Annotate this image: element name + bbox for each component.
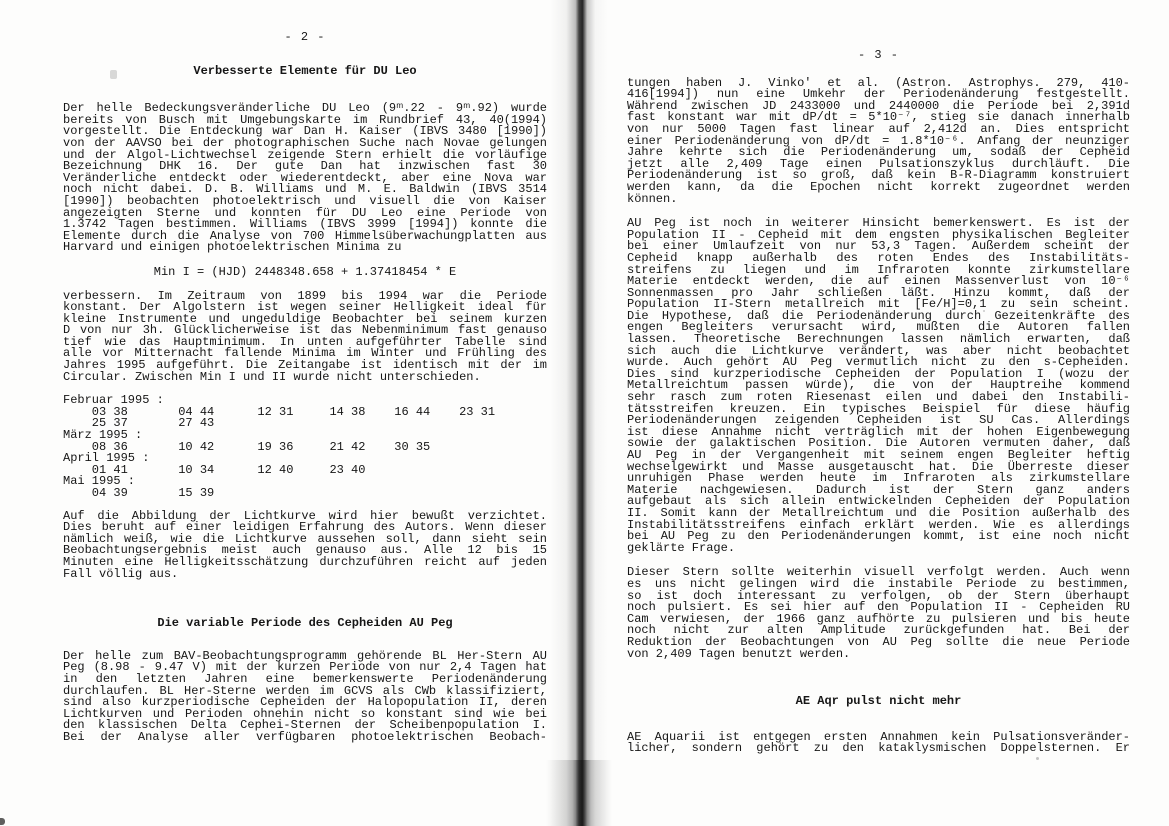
- text-line: unruhigen Phase werden heute im Infraroten als zirkumstellare: [627, 471, 1130, 486]
- text-line: in den letzten Jahren eine bemerkenswerte Periodenänderung: [63, 671, 547, 686]
- text-line: Instabilitätsstreifens einfach erklärt werden. Wie es allerdings: [627, 517, 1130, 532]
- text-line: Circular. Zwischen Min I und II wurde nicht unterschieden.: [63, 369, 481, 384]
- text-line: angezeigten Sterne und konnten für DU Leo eine Periode von: [63, 205, 547, 220]
- paragraph-au-peg-recommendation: [627, 567, 1130, 660]
- section-heading-au-peg: Die variable Periode des Cepheiden AU Peg: [157, 616, 453, 631]
- text-line: März 1995 :: [63, 428, 143, 443]
- text-line: werden kann, da die Epochen nicht korrekt zugeordnet werden: [627, 179, 1130, 194]
- paragraph-au-peg-period-change: [627, 75, 1130, 206]
- text-line: können.: [627, 191, 678, 206]
- scan-edge-mark: [0, 818, 5, 825]
- text-line: so ist doch interessant zu verfolgen, ob der Stern überhaupt: [627, 588, 1130, 603]
- paragraph-du-leo-intro: [63, 103, 547, 254]
- text-line: sind also kurzperiodische Cepheiden der Halopopulation II, deren: [63, 695, 547, 710]
- book-spine-shadow-bottom: [546, 760, 612, 826]
- text-line: Bezeichnung DHK 16. Der gute Dan hat inzwischen fast 30: [63, 159, 547, 174]
- text-line: Population II - Cepheid mit dem engsten physikalischen Begleiter: [627, 227, 1130, 242]
- page-3: [627, 50, 1130, 755]
- text-line: den klassischen Delta Cephei-Sternen der Scheibenpopulation I.: [63, 718, 547, 733]
- text-line: geklärte Frage.: [627, 540, 736, 555]
- text-line: Fall völlig aus.: [63, 566, 179, 581]
- paragraph-lightcurve-remark: [63, 508, 547, 581]
- text-line: Februar 1995 :: [63, 393, 164, 408]
- text-line: AU Peg ist noch in weiterer Hinsicht bemerkenswert. Es ist der: [627, 216, 1130, 231]
- text-line: noch pulsiert. Es sei hier auf den Population II - Cepheiden RU: [627, 600, 1130, 615]
- text-line: Materie nachgewiesen. Dadurch ist der Stern ganz anders: [627, 482, 1130, 497]
- text-line: Der helle zum BAV-Beobachtungsprogramm gehörende BL Her-Stern AU: [63, 648, 547, 663]
- paragraph-du-leo-period: [63, 288, 547, 384]
- text-line: fast konstant war mit dP/dt = 5*10⁻⁷, stieg sie danach innerhalb: [627, 110, 1130, 125]
- page-2: [63, 32, 547, 744]
- page-number-3: - 3 -: [857, 48, 899, 62]
- text-line: Harvard und einigen photoelektrischen Minima zu: [63, 240, 402, 255]
- text-line: Reduktion der Beobachtungen von AU Peg sollte die neue Periode: [627, 634, 1130, 649]
- text-line: von nur 5000 Tagen fast linear auf 2,412d an. Dies entspricht: [627, 121, 1130, 136]
- text-line: von der AAVSO bei der photographischen Suche nach Novae gelungen: [63, 135, 547, 150]
- text-line: [1990]) beobachten photoelektrisch und visuell die von Kaiser: [63, 193, 547, 208]
- text-line: Metallreichtum passen würde), die von der Hauptreihe kommend: [627, 378, 1130, 393]
- elements-formula: Min I = (HJD) 2448348.658 + 1.37418454 * E: [153, 264, 457, 279]
- text-line: Dies sind kurzperiodische Cepheiden der Population I (wozu der: [627, 366, 1130, 381]
- text-line: tungen haben J. Vinko' et al. (Astron. Astrophys. 279, 410-: [627, 75, 1130, 90]
- text-line: durchlaufen. BL Her-Sterne werden im GCVS als CWb klassifiziert,: [63, 683, 547, 698]
- text-line: licher, sondern gehört zu den kataklysmischen Doppelsternen. Er: [627, 741, 1130, 756]
- text-line: AE Aquarii ist entgegen ersten Annahmen kein Pulsationsveränder-: [627, 729, 1130, 744]
- text-line: sich auch die Lichtkurve verändert, was aber nicht beobachtet: [627, 343, 1130, 358]
- text-line: kleine Instrumente und ungeduldige Beobachter bei seinem kurzen: [63, 311, 547, 326]
- text-line: Jahres 1995 aufgeführt. Die Zeitangabe ist identisch mit der im: [63, 358, 547, 373]
- text-line: Periodenänderung ist so groß, daß kein B-R-Diagramm konstruiert: [627, 168, 1130, 183]
- text-line: Population II-Stern metallreich mit [Fe/H]=0,1 zu sein scheint.: [627, 297, 1130, 312]
- text-line: April 1995 :: [63, 451, 150, 466]
- text-line: noch nicht zur alten Amplitude zurückgefunden hat. Bei der: [627, 623, 1130, 638]
- text-line: 04 39 15 39: [63, 486, 215, 500]
- text-line: sehr rasch zum roten Riesenast eilen und dabei den Instabili-: [627, 390, 1130, 405]
- page-number-2: - 2 -: [284, 30, 326, 44]
- text-line: verbessern. Im Zeitraum von 1899 bis 1994 war die Periode: [63, 288, 547, 303]
- text-line: bei einer Umlaufzeit von nur 53,3 Tagen. Außerdem scheint der: [627, 239, 1130, 254]
- paragraph-au-peg-intro: [63, 648, 547, 744]
- minima-ephemeris-table: [63, 395, 547, 499]
- book-spine-shadow: [550, 0, 608, 826]
- text-line: Während zwischen JD 2433000 und 2440000 die Periode bei 2,391d: [627, 98, 1130, 113]
- text-line: es uns nicht gelingen wird die instabile Periode zu bestimmen,: [627, 576, 1130, 591]
- text-line: tätsstreifen kreuzen. Ein typisches Beispiel für diese häufig: [627, 401, 1130, 416]
- text-line: AU Peg in der Vergangenheit mit seinem engen Begleiter heftig: [627, 448, 1130, 462]
- text-line: Cam verwiesen, der 1966 ganz aufhörte zu pulsieren und bis heute: [627, 611, 1130, 626]
- text-line: aufgebaut als sich allein entwickelnden Cepheiden der Population: [627, 494, 1130, 509]
- text-line: konstant. Der Algolstern ist wegen seiner Helligkeit ideal für: [63, 300, 547, 315]
- text-line: II. Somit kann der Metallreichtum und die Position außerhalb des: [627, 505, 1130, 520]
- text-line: Elemente durch die Analyse von 700 Himmelsüberwachungplatten aus: [63, 228, 547, 243]
- text-line: bei AU Peg zu den Periodenänderungen kommt, ist eine noch nicht: [627, 529, 1130, 544]
- text-line: Peg (8.98 - 9.47 V) mit der kurzen Periode von nur 2,4 Tagen hat: [63, 660, 547, 675]
- text-line: alle vor Mitternacht fallende Minima im Winter und Frühling des: [63, 346, 547, 361]
- text-line: Die Hypothese, daß die Periodenänderung durch Gezeitenkräfte des: [627, 308, 1130, 323]
- text-line: Jahre kehrte sich die Periodenänderung um, sodaß der Cepheid: [627, 145, 1130, 160]
- text-line: Cepheid knapp außerhalb des roten Endes des Instabilitäts-: [627, 250, 1130, 265]
- text-line: Periodenänderungen zeigenden Cepheiden ist SU Cas. Allerdings: [627, 413, 1130, 428]
- text-line: vorgestellt. Die Entdeckung war Dan H. Kaiser (IBVS 3480 [1990]): [63, 124, 547, 139]
- text-line: Veränderliche entdeckt oder wiederentdeckt, aber eine Nova war: [63, 170, 547, 185]
- text-line: lassen. Theoretische Berechnungen lassen nämlich erwarten, daß: [627, 332, 1130, 347]
- text-line: Materie entdeckt werden, die auf einen Massenverlust von 10⁻⁶: [627, 274, 1130, 289]
- text-line: Auf die Abbildung der Lichtkurve wird hier bewußt verzichtet.: [63, 508, 547, 523]
- paragraph-au-peg-properties: [627, 218, 1130, 554]
- text-line: Der helle Bedeckungsveränderliche DU Leo (9ᵐ.22 - 9ᵐ.92) wurde: [63, 101, 547, 116]
- text-line: tief wie das Hauptminimum. In unten aufgeführter Tabelle sind: [63, 334, 547, 349]
- text-line: Dieser Stern sollte weiterhin visuell verfolgt werden. Auch wenn: [627, 565, 1130, 580]
- scan-speck: [983, 310, 985, 312]
- text-line: bereits von Busch mit Umgebungskarte im Rundbrief 43, 40(1994): [63, 112, 547, 127]
- text-line: Beobachtungsergebnis meist auch genauso aus. Alle 12 bis 15: [63, 543, 547, 558]
- text-line: Dies beruht auf einer leidigen Erfahrung des Autors. Wenn dieser: [63, 520, 547, 535]
- text-line: noch nicht dabei. D. B. Williams und M. E. Baldwin (IBVS 3514: [63, 182, 547, 197]
- text-line: nämlich weiß, wie die Lichtkurve aussehen soll, dann sieht sein: [63, 531, 547, 546]
- text-line: einer Periodenänderung von dP/dt = 1.8*10⁻⁶. Anfang der neunziger: [627, 133, 1130, 148]
- text-line: Minuten eine Helligkeitsschätzung durchzuführen reicht auf jeden: [63, 554, 547, 569]
- text-line: und der Algol-Lichtwechsel zeigende Stern erhielt die vorläufige: [63, 147, 547, 162]
- text-line: engen Begleiters verursacht wird, mußten die Autoren fallen: [627, 320, 1130, 335]
- section-heading-ae-aqr: AE Aqr pulst nicht mehr: [795, 694, 962, 709]
- section-heading-du-leo: Verbesserte Elemente für DU Leo: [193, 63, 417, 78]
- text-line: wurde. Auch gehört AU Peg vermutlich nicht zu den s-Cepheiden.: [627, 355, 1130, 370]
- text-line: sowie der galaktischen Position. Die Autoren vermuten daher, daß: [627, 436, 1130, 451]
- scan-smudge: [110, 70, 117, 79]
- text-line: ist diese Annahme nicht verträglich mit der hohen Eigenbewegung: [627, 424, 1130, 439]
- text-line: Bei der Analyse aller verfügbaren photoelektrischen Beobach-: [63, 729, 547, 744]
- text-line: 01 41 10 34 12 40 23 40: [63, 462, 366, 477]
- text-line: 08 36 10 42 19 36 21 42 30 35: [63, 439, 431, 454]
- scan-speck: [1036, 757, 1039, 760]
- text-line: Lichtkurven und Perioden ohnehin nicht so konstant sind wie bei: [63, 706, 547, 721]
- text-line: von 2,409 Tagen benutzt werden.: [627, 646, 851, 661]
- text-line: Mai 1995 :: [63, 474, 136, 489]
- text-line: 416[1994]) nun eine Umkehr der Periodenänderung festgestellt.: [627, 87, 1130, 102]
- text-line: jetzt alle 2,409 Tage einen Pulsationszyklus durchläuft. Die: [627, 156, 1130, 171]
- paragraph-ae-aqr-intro: [627, 729, 1130, 756]
- text-line: 1.3742 Tagen bestimmen. Williams (IBVS 3999 [1994]) konnte die: [63, 217, 547, 232]
- text-line: D von nur 3h. Glücklicherweise ist das Nebenminimum fast genauso: [63, 323, 547, 338]
- text-line: 03 38 04 44 12 31 14 38 16 44 23 31: [63, 404, 496, 419]
- text-line: Sonnenmassen pro Jahr schließen läßt. Hinzu kommt, daß der: [627, 285, 1130, 300]
- text-line: 25 37 27 43: [63, 416, 215, 431]
- text-line: streifens zu liegen und im Infraroten konnte zirkumstellare: [627, 262, 1130, 277]
- text-line: wechselgewirkt und Masse ausgetauscht hat. Die Überreste dieser: [627, 459, 1130, 474]
